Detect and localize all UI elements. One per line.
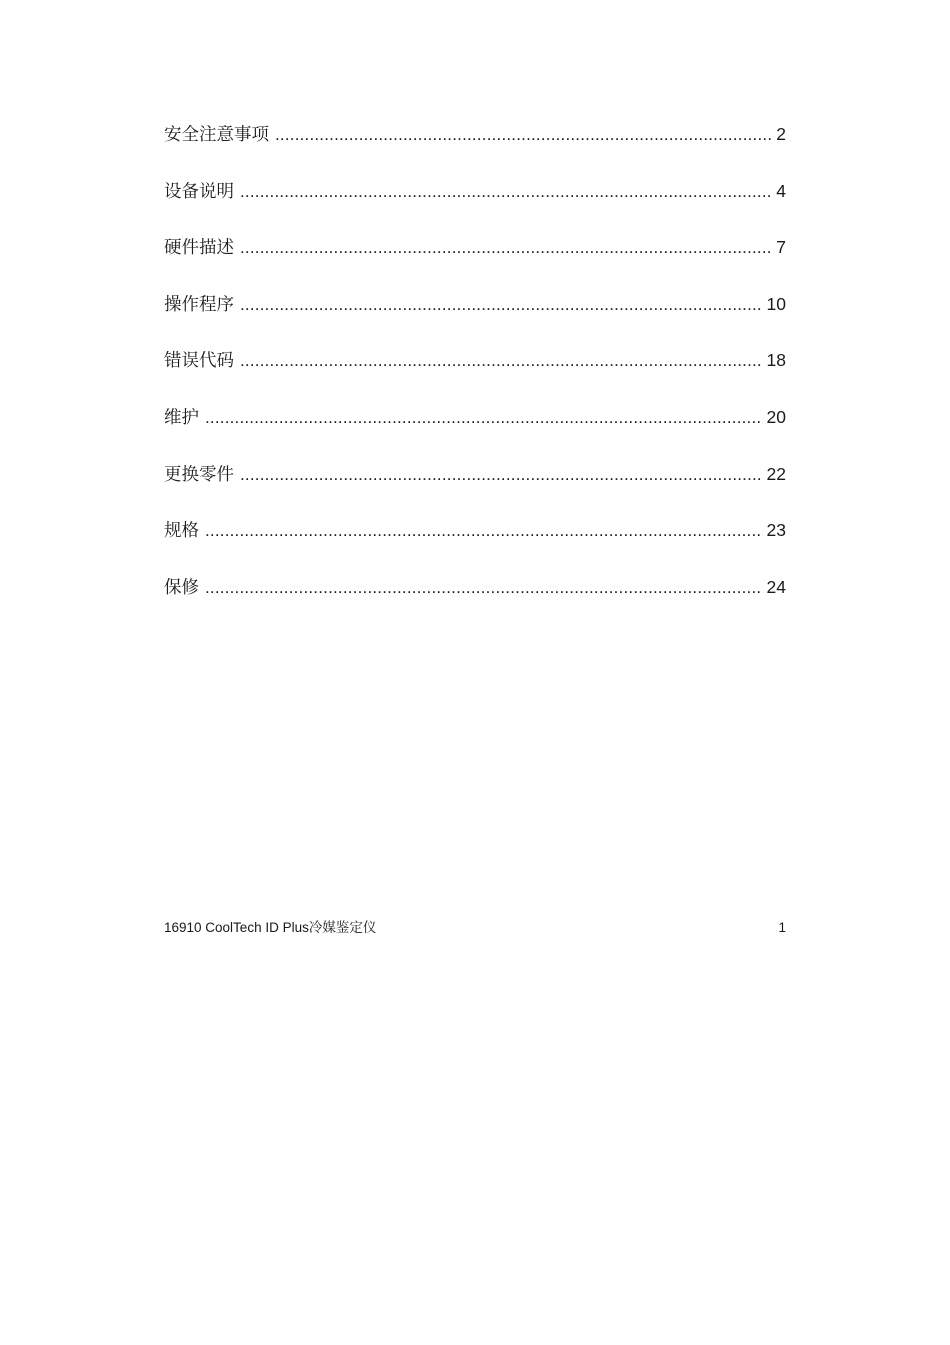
toc-entry-error-codes[interactable] [164, 344, 786, 401]
toc-dot-leader [240, 289, 763, 321]
toc-entry-page: 2 [776, 124, 786, 144]
toc-entry-page: 22 [766, 463, 786, 484]
toc-entry-title: 保修 [164, 577, 199, 598]
footer-document-title: 16910 CoolTech ID Plus冷媒鉴定仪 [164, 920, 377, 935]
page-footer [164, 918, 786, 938]
toc-dot-leader [205, 402, 763, 434]
toc-entry-page: 23 [766, 520, 786, 541]
toc-entry-title: 操作程序 [164, 294, 234, 315]
toc-entry-title: 更换零件 [164, 464, 234, 485]
toc-entry-safety[interactable] [164, 118, 786, 175]
toc-entry-specifications[interactable] [164, 514, 786, 571]
toc-dot-leader [240, 459, 763, 491]
toc-entry-title: 硬件描述 [164, 238, 234, 259]
toc-dot-leader [240, 176, 772, 208]
toc-entry-maintenance[interactable] [164, 401, 786, 458]
toc-entry-device-description[interactable] [164, 175, 786, 232]
toc-entry-title: 维护 [164, 407, 199, 428]
toc-dot-leader [205, 572, 763, 604]
toc-entry-title: 规格 [164, 521, 199, 542]
toc-entry-page: 7 [776, 237, 786, 258]
toc-dot-leader [240, 345, 763, 377]
table-of-contents [164, 118, 786, 627]
toc-entry-warranty[interactable] [164, 571, 786, 628]
toc-entry-page: 20 [766, 406, 786, 427]
toc-dot-leader [275, 119, 772, 151]
toc-entry-page: 4 [776, 180, 786, 201]
toc-entry-page: 18 [766, 350, 786, 371]
toc-dot-leader [240, 232, 772, 264]
footer-page-number: 1 [778, 920, 786, 935]
toc-entry-page: 24 [766, 576, 786, 597]
toc-dot-leader [205, 515, 763, 547]
toc-entry-page: 10 [766, 293, 786, 314]
toc-entry-title: 错误代码 [164, 351, 234, 372]
toc-entry-hardware[interactable] [164, 231, 786, 288]
toc-entry-replacement-parts[interactable] [164, 458, 786, 515]
toc-entry-title: 安全注意事项 [164, 125, 269, 145]
toc-entry-title: 设备说明 [164, 181, 234, 202]
toc-entry-operation[interactable] [164, 288, 786, 345]
